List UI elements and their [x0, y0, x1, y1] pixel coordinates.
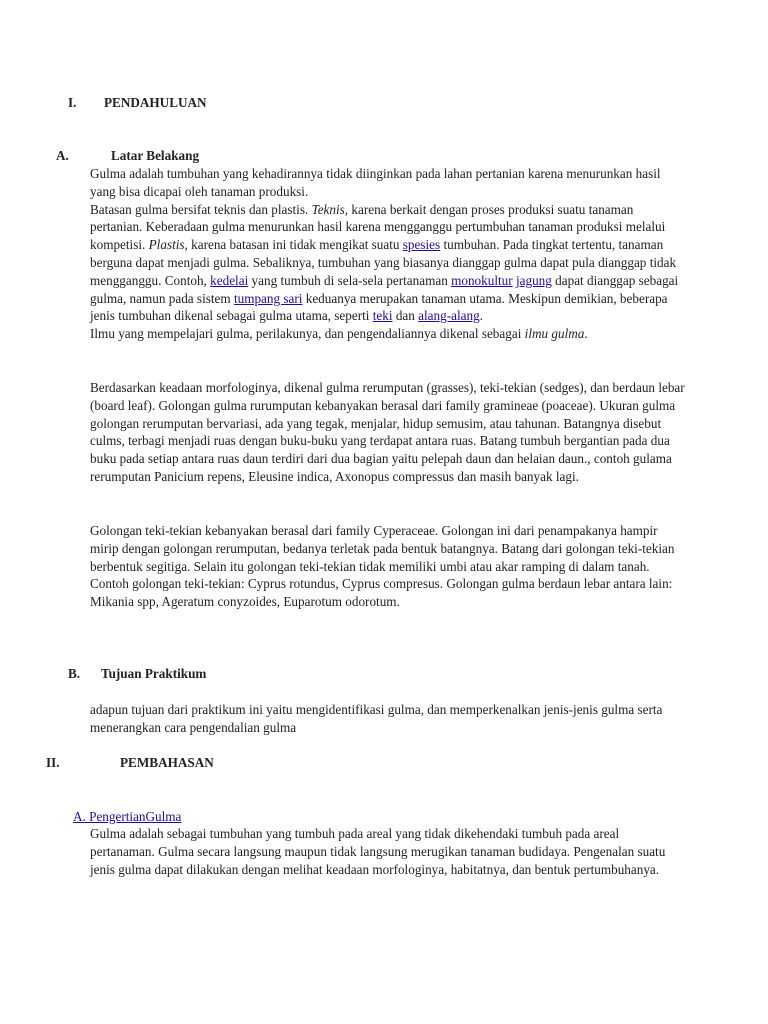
subsection-a-title: Latar Belakang [111, 148, 200, 163]
text-line [90, 325, 685, 343]
paragraph-pengertian: Gulma adalah sebagai tumbuhan yang tumbuh pada areal yang tidak dikehendaki tumbuh pada areal pertanaman. Gulma secara langsung maupun tidak langsung merugikan tanaman budidaya. Pengenalan suatu jenis gulma dapat dilakukan dengan melihat keadaan morfologinya, habitatnya, dan bentuk pertumbuhanya. [90, 826, 666, 877]
italic-teknis: Teknis [311, 201, 345, 217]
paragraph-latar-belakang [90, 165, 685, 343]
text-span: yang tumbuh di sela-sela pertanaman [248, 272, 452, 288]
text-span: . [584, 326, 588, 342]
text-span: . [479, 308, 483, 324]
link-jagung[interactable]: jagung [515, 272, 552, 288]
link-kedelai[interactable]: kedelai [210, 272, 249, 288]
text-span: dapat dianggap sebagai gulma, namun pada sistem [90, 272, 679, 306]
link-alang-alang[interactable]: alang-alang [418, 308, 480, 324]
link-tumpang-sari[interactable]: tumpang sari [233, 290, 303, 306]
paragraph-tujuan: adapun tujuan dari praktikum ini yaitu mengidentifikasi gulma, dan memperkenalkan jenis-jenis gulma serta menerangkan cara pengendalian gulma [90, 702, 663, 735]
italic-plastis: Plastis [148, 237, 185, 253]
text-span: , karena batasan ini tidak mengikat suatu [184, 237, 403, 253]
subsection-b-title: Tujuan Praktikum [101, 666, 207, 681]
text-line: Gulma adalah tumbuhan yang kehadirannya tidak diinginkan pada lahan pertanian karena menurunkan hasil yang bisa dicapai oleh tanaman produksi. [90, 166, 661, 199]
section-1-number: I. [68, 95, 77, 110]
text-span: keduanya merupakan tanaman utama. Meskipun demikian, beberapa jenis tumbuhan dikenal sebagai gulma utama, seperti [90, 290, 668, 324]
text-line [90, 201, 685, 326]
italic-ilmu-gulma: ilmu gulma [524, 326, 585, 342]
paragraph-teki-tekian: Golongan teki-tekian kebanyakan berasal dari family Cyperaceae. Golongan ini dari penampakanya hampir mirip dengan golongan rerumputan, bedanya terletak pada bentuk batangnya. Batang dari golongan teki-tekian berbentuk segitiga. Selain itu golongan teki-tekian tidak memiliki umbi atau akar ramping di dalam tanah. Contoh golongan teki-tekian: Cyprus rotundus, Cyprus compresus. Golongan gulma berdaun lebar antara lain: Mikania spp, Ageratum conyzoides, Euparotum odorotum. [90, 523, 675, 610]
text-span: Ilmu yang mempelajari gulma, perilakunya, dan pengendaliannya dikenal sebagai [90, 326, 525, 342]
link-monokultur[interactable]: monokultur [451, 272, 513, 288]
subsection-a-number: A. [56, 148, 69, 163]
paragraph-morfologi: Berdasarkan keadaan morfologinya, dikenal gulma rerumputan (grasses), teki-tekian (sedges), dan berdaun lebar (board leaf). Golongan gulma rurumputan kebanyakan berasal dari family gramineae (poaceae). Ukuran gulma golongan rerumputan bervariasi, ada yang tegak, menjalar, hidup semusim, atau tahunan. Batangnya disebut culms, terbagi menjadi ruas dengan buku-buku yang terdapat antara ruas. Batang tumbuh bergantian pada dua buku pada setiap antara ruas daun terdiri dari dua bagian yaitu pelepah daun dan helaian daun., contoh gulama rerumputan Panicium repens, Eleusine indica, Axonopus compressus dan masih banyak lagi. [90, 380, 685, 484]
section-2-number: II. [46, 755, 60, 770]
link-pengertian-gulma[interactable]: A. PengertianGulma [73, 809, 182, 824]
link-spesies[interactable]: spesies [402, 237, 441, 253]
text-span: tumbuhan. Pada tingkat tertentu, tanaman berguna dapat menjadi gulma. Sebaliknya, tumbuhan yang biasanya dianggap gulma dapat pula dianggap tidak mengganggu. Contoh, [90, 237, 677, 288]
text-span: , karena berkait dengan proses produksi suatu tanaman pertanian. Keberadaan gulma menurunkan hasil karena mengganggu pertumbuhan tanaman produksi melalui kompetisi. [90, 201, 666, 253]
section-2-title: PEMBAHASAN [120, 755, 214, 770]
text-span: Batasan gulma bersifat teknis dan plastis. [90, 201, 312, 217]
section-1-title: PENDAHULUAN [104, 95, 207, 110]
text-span: dan [392, 308, 419, 324]
subsection-b-number: B. [68, 666, 81, 681]
link-teki[interactable]: teki [372, 308, 393, 324]
